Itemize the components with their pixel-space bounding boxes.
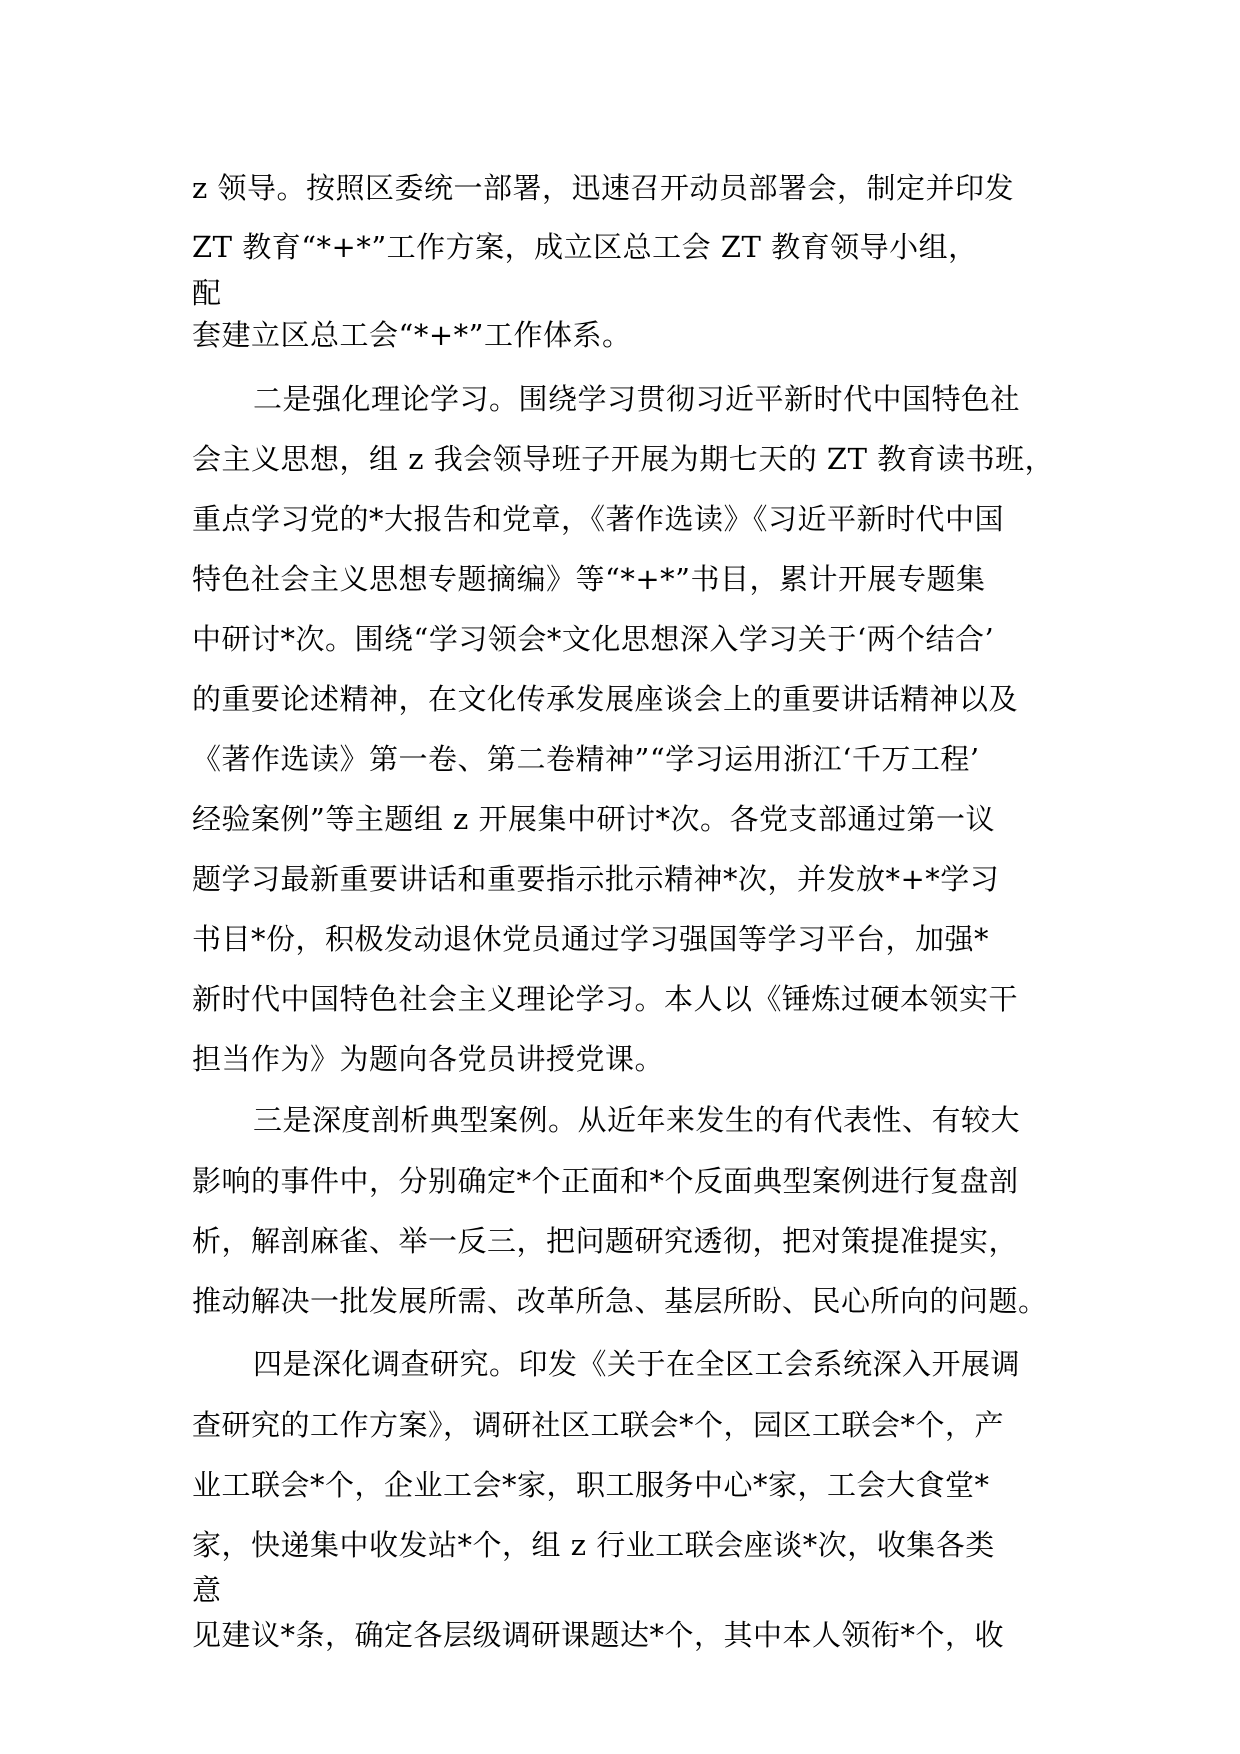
text-line: 意 [192,1573,222,1607]
text-line: 新时代中国特色社会主义理论学习。本人以《锤炼过硬本领实干 [192,982,1019,1016]
text-line: 题学习最新重要讲话和重要指示批示精神*次，并发放*+*学习 [192,862,1000,896]
text-line: 家，快递集中收发站*个，组 z 行业工联会座谈*次，收集各类 [192,1528,995,1562]
text-line: 重点学习党的*大报告和党章，《著作选读》《习近平新时代中国 [192,502,1005,536]
paragraph-start-line: 二是强化理论学习。围绕学习贯彻习近平新时代中国特色社 [253,382,1021,416]
text-line: 业工联会*个，企业工会*家，职工服务中心*家，工会大食堂* [192,1468,990,1502]
text-line: 会主义思想，组 z 我会领导班子开展为期七天的 ZT 教育读书班， [192,442,1055,476]
text-line: z 领导。按照区委统一部署，迅速召开动员部署会，制定并印发 [192,171,1014,205]
text-line: 影响的事件中，分别确定*个正面和*个反面典型案例进行复盘剖 [192,1164,1019,1198]
text-line: 的重要论述精神，在文化传承发展座谈会上的重要讲话精神以及 [192,682,1019,716]
text-line: 担当作为》为题向各党员讲授党课。 [192,1042,665,1076]
text-line: 经验案例”等主题组 z 开展集中研讨*次。各党支部通过第一议 [192,802,996,836]
text-line: 《著作选读》第一卷、第二卷精神”“学习运用浙江‘千万工程’ [192,742,980,776]
text-line: 推动解决一批发展所需、改革所急、基层所盼、民心所向的问题。 [192,1284,1048,1318]
text-line: 书目*份，积极发动退休党员通过学习强国等学习平台，加强* [192,922,990,956]
text-line: 套建立区总工会“*+*”工作体系。 [192,318,632,352]
text-line: 特色社会主义思想专题摘编》等“*+*”书目，累计开展专题集 [192,562,986,596]
text-line: 配 [192,276,222,310]
text-line: 析，解剖麻雀、举一反三，把问题研究透彻，把对策提准提实， [192,1224,1019,1258]
paragraph-start-line: 四是深化调查研究。印发《关于在全区工会系统深入开展调 [253,1347,1021,1381]
text-line: ZT 教育“*+*”工作方案，成立区总工会 ZT 教育领导小组， [192,230,978,264]
text-line: 查研究的工作方案》，调研社区工联会*个，园区工联会*个，产 [192,1408,1005,1442]
text-line: 见建议*条，确定各层级调研课题达*个，其中本人领衔*个，收 [192,1618,1005,1652]
paragraph-start-line: 三是深度剖析典型案例。从近年来发生的有代表性、有较大 [253,1103,1021,1137]
text-line: 中研讨*次。围绕“学习领会*文化思想深入学习关于‘两个结合’ [192,622,995,656]
